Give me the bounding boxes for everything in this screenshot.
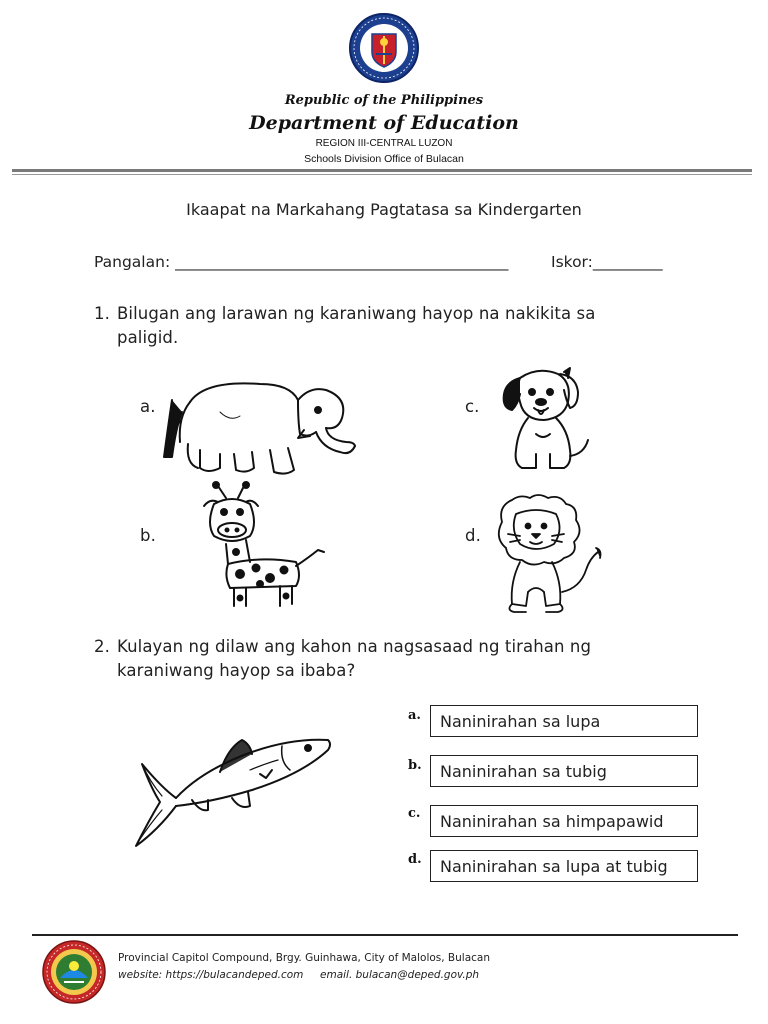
option-b-letter: b. — [140, 526, 156, 545]
choice-a-box[interactable]: Naninirahan sa lupa — [430, 705, 698, 737]
question2-line2: karaniwang hayop sa ibaba? — [117, 661, 356, 680]
choice-d-letter: d. — [408, 852, 422, 867]
question2-number: 2. — [94, 637, 110, 656]
choice-c-letter: c. — [408, 806, 421, 821]
republic-line: Republic of the Philippines — [284, 93, 484, 108]
giraffe-icon[interactable] — [200, 480, 330, 610]
region-line: REGION III-CENTRAL LUZON — [315, 138, 453, 149]
deped-seal — [348, 12, 420, 84]
division-line: Schools Division Office of Bulacan — [304, 153, 464, 165]
footer-email: email. bulacan@deped.gov.ph — [320, 969, 480, 981]
question1-line2: paligid. — [117, 328, 179, 347]
choice-b-box[interactable]: Naninirahan sa tubig — [430, 755, 698, 787]
question2-line1: Kulayan ng dilaw ang kahon na nagsasaad ng tirahan ng — [117, 637, 592, 656]
footer-website: website: https://bulacandeped.com — [118, 969, 304, 981]
fish-icon — [132, 730, 338, 854]
elephant-icon[interactable] — [150, 372, 360, 484]
dog-icon[interactable] — [498, 364, 594, 476]
header-divider-thick — [12, 169, 752, 172]
choice-d-box[interactable]: Naninirahan sa lupa at tubig — [430, 850, 698, 882]
header-divider-thin — [12, 174, 752, 175]
bulacan-seal — [42, 940, 106, 1004]
choice-a-letter: a. — [408, 708, 421, 723]
lion-icon[interactable] — [490, 492, 604, 618]
score-field-label: Iskor:_________ — [551, 253, 663, 271]
footer-address: Provincial Capitol Compound, Brgy. Guinhawa, City of Malolos, Bulacan — [118, 952, 491, 964]
page-title: Ikaapat na Markahang Pagtatasa sa Kindergarten — [186, 200, 582, 219]
question1-line1: Bilugan ang larawan ng karaniwang hayop na nakikita sa — [117, 304, 596, 323]
option-c-letter: c. — [465, 397, 480, 416]
choice-c-box[interactable]: Naninirahan sa himpapawid — [430, 805, 698, 837]
footer-divider — [32, 934, 738, 936]
option-a-letter: a. — [140, 397, 156, 416]
name-field-label: Pangalan: ___________________________________________ — [94, 253, 509, 271]
choice-b-letter: b. — [408, 758, 422, 773]
option-d-letter: d. — [465, 526, 481, 545]
question1-number: 1. — [94, 304, 110, 323]
department-line: Department of Education — [249, 112, 519, 134]
